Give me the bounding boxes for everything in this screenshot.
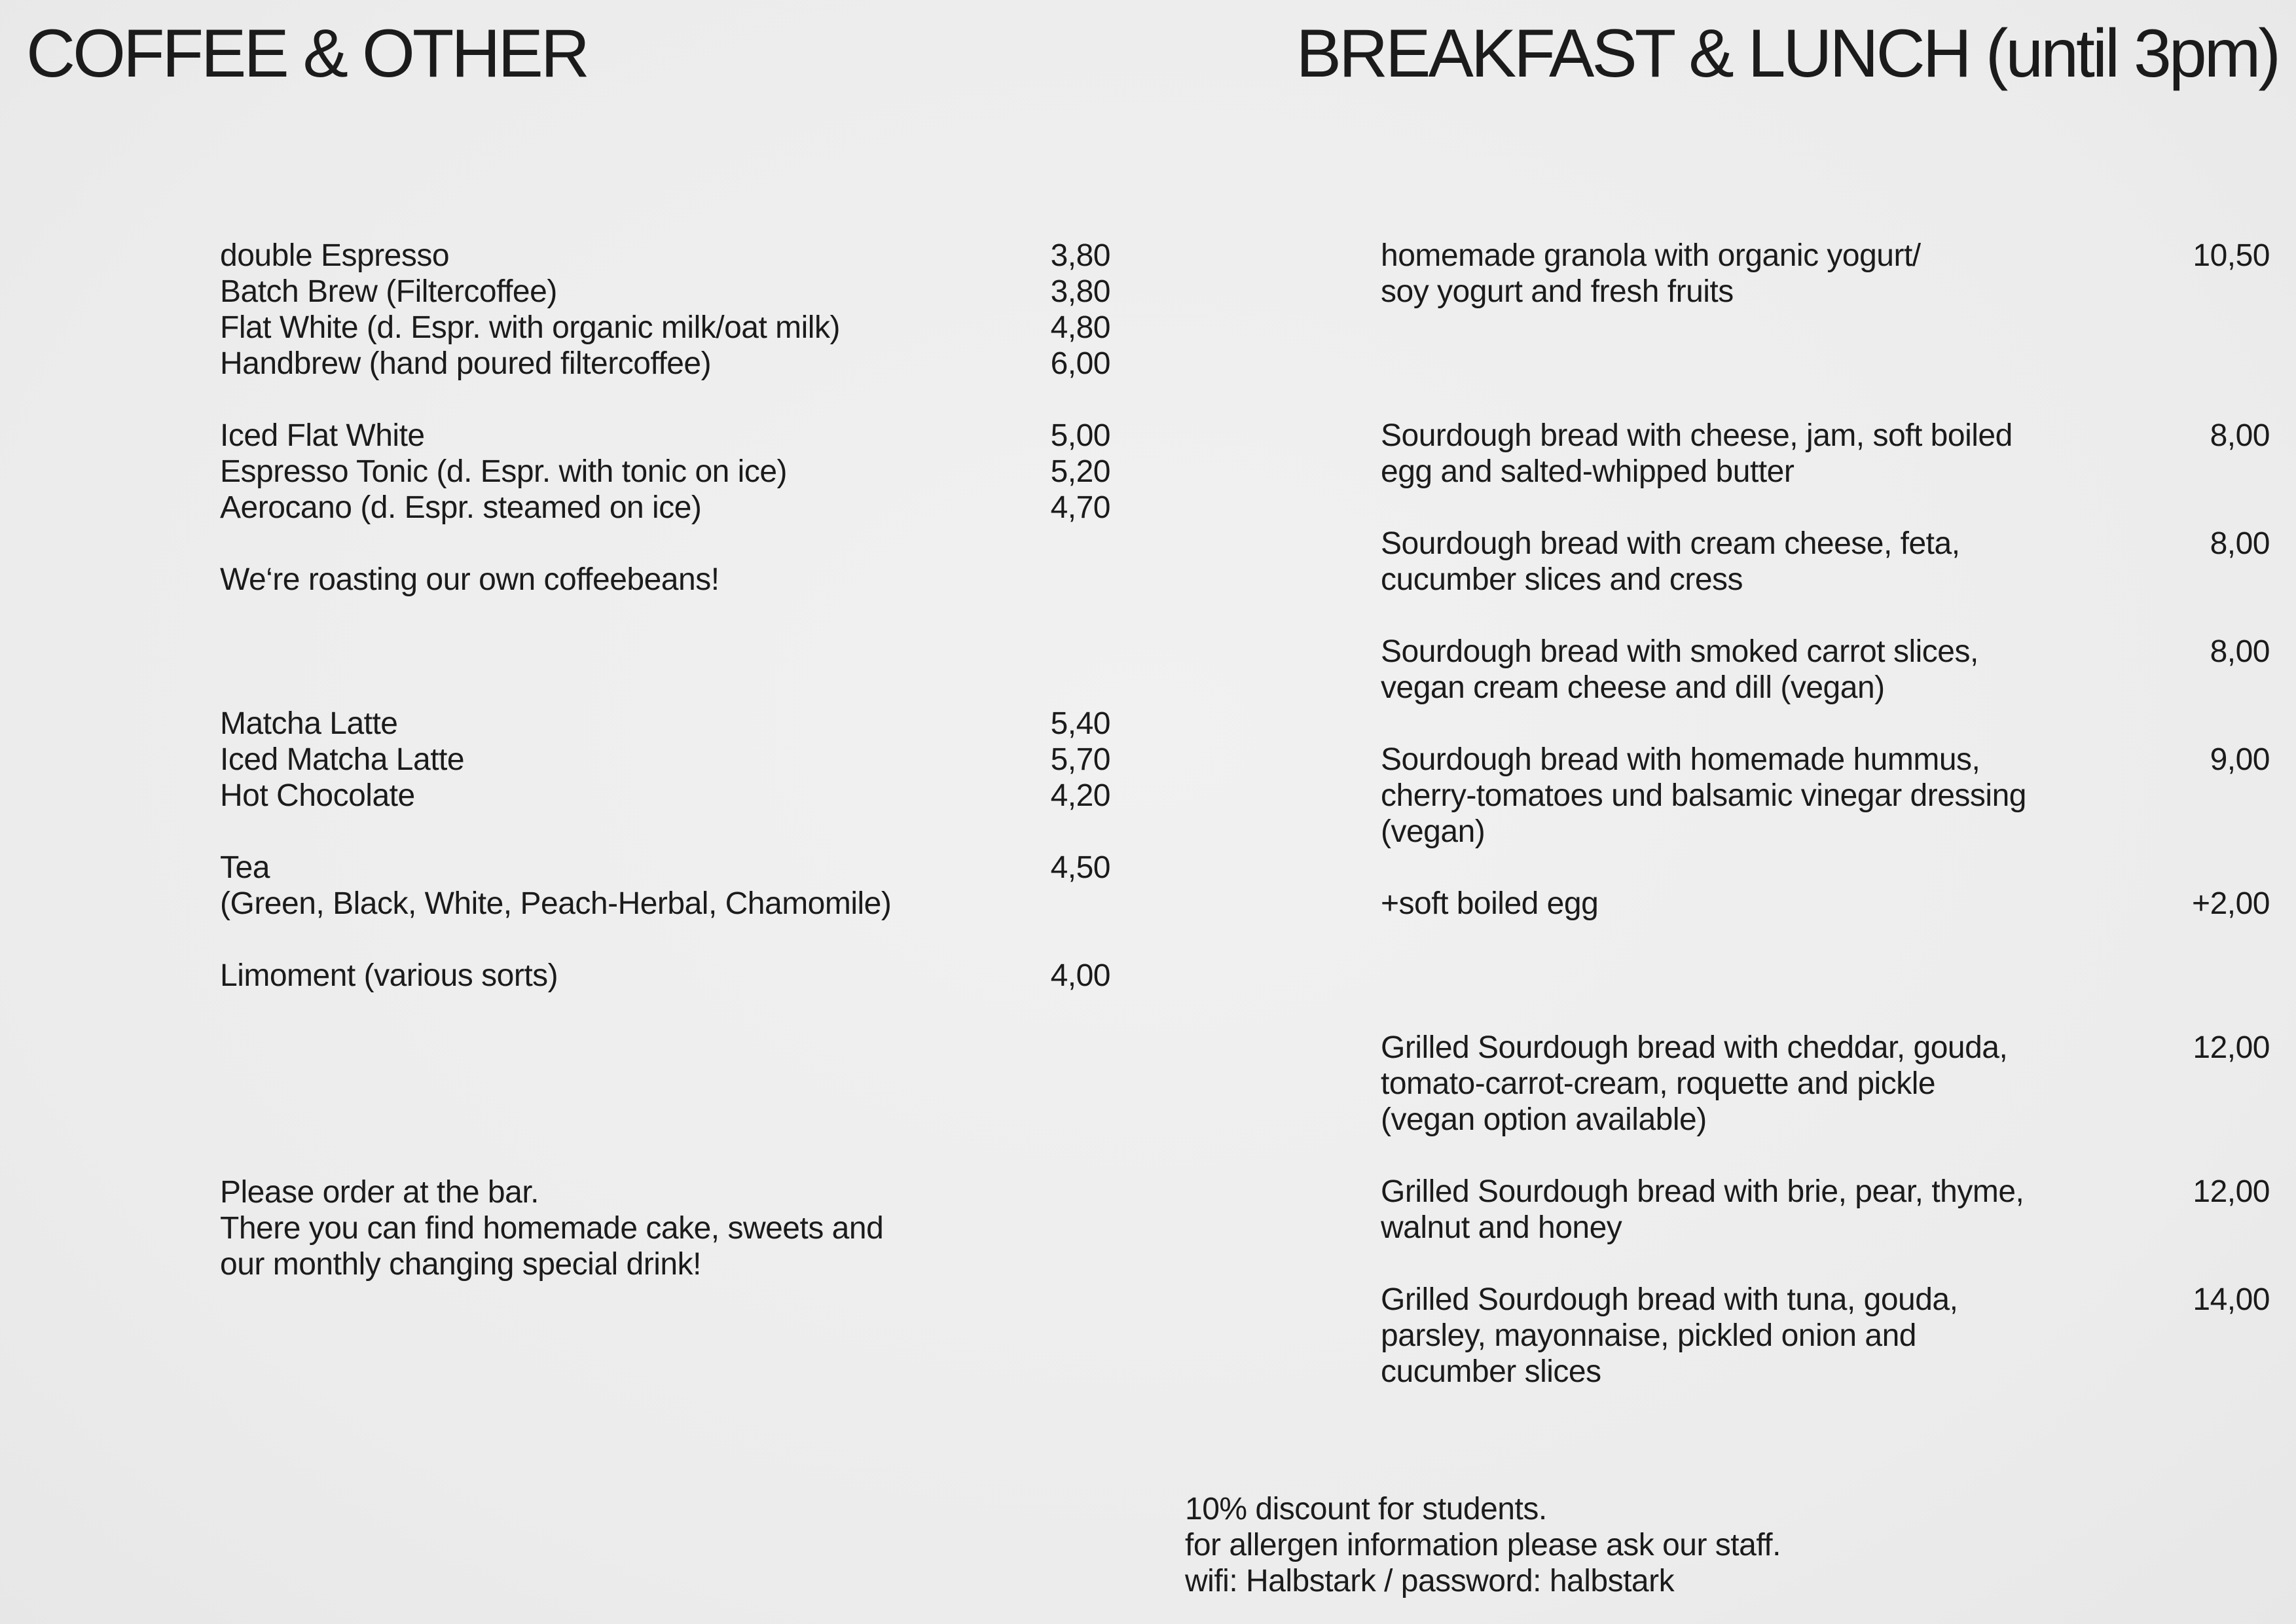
item-price: 3,80 <box>1050 274 1110 309</box>
roasting-note: We‘re roasting our own coffeebeans! <box>220 562 720 597</box>
grilled-group <box>1381 1030 2270 1390</box>
menu-item <box>220 454 1110 490</box>
food-menu-list <box>1381 238 2270 1390</box>
item-price: 6,00 <box>1050 346 1110 381</box>
item-name: Sourdough bread with homemade hummus, cherry-tomatoes und balsamic vinegar dressing (vegan) <box>1381 742 2026 849</box>
item-name: Flat White (d. Espr. with organic milk/oat milk) <box>220 310 840 345</box>
item-price: 8,00 <box>2210 634 2270 669</box>
item-name: Grilled Sourdough bread with tuna, gouda, parsley, mayonnaise, pickled onion and cucumber slices <box>1381 1282 1958 1389</box>
item-price: 4,80 <box>1050 310 1110 345</box>
allergen-line: for allergen information please ask our staff. <box>1185 1528 1781 1562</box>
coffee-section-title: COFFEE & OTHER <box>26 16 587 92</box>
item-name: Hot Chocolate <box>220 778 415 813</box>
note-line: There you can find homemade cake, sweets and <box>220 1211 884 1246</box>
item-name: homemade granola with organic yogurt/ soy yogurt and fresh fruits <box>1381 238 1921 309</box>
menu-item <box>220 310 1110 346</box>
item-price: 5,70 <box>1050 742 1110 777</box>
menu-item <box>220 742 1110 778</box>
tea-item <box>220 850 1110 922</box>
iced-group <box>220 418 1110 526</box>
item-name: Iced Flat White <box>220 418 425 453</box>
item-price: 3,80 <box>1050 238 1110 273</box>
item-price: 12,00 <box>2193 1030 2270 1065</box>
menu-item <box>220 346 1110 382</box>
note-line: Please order at the bar. <box>220 1175 539 1210</box>
menu-item <box>1381 634 2270 706</box>
item-price: 14,00 <box>2193 1282 2270 1317</box>
item-name: Handbrew (hand poured filtercoffee) <box>220 346 712 381</box>
menu-item <box>1381 742 2270 850</box>
sourdough-group <box>1381 418 2270 922</box>
menu-item <box>220 418 1110 454</box>
discount-line: 10% discount for students. <box>1185 1492 1547 1526</box>
item-price: 5,40 <box>1050 706 1110 741</box>
food-section-title: BREAKFAST & LUNCH (until 3pm) <box>1296 16 2278 92</box>
item-name: Limoment (various sorts) <box>220 958 558 993</box>
menu-item <box>1381 1282 2270 1390</box>
item-name: +soft boiled egg <box>1381 886 1599 921</box>
item-price: 8,00 <box>2210 526 2270 561</box>
wifi-line: wifi: Halbstark / password: halbstark <box>1185 1564 1675 1598</box>
item-name: Tea (Green, Black, White, Peach-Herbal, Chamomile) <box>220 850 892 921</box>
note-line: our monthly changing special drink! <box>220 1247 701 1282</box>
menu-item <box>1381 526 2270 598</box>
item-price: +2,00 <box>2192 886 2270 921</box>
limoment-item <box>220 958 1110 994</box>
item-price: 12,00 <box>2193 1174 2270 1209</box>
granola-item <box>1381 238 2270 310</box>
item-price: 4,70 <box>1050 490 1110 525</box>
other-drinks-group <box>220 706 1110 814</box>
menu-item <box>1381 886 2270 922</box>
menu-item <box>1381 1174 2270 1246</box>
item-price: 9,00 <box>2210 742 2270 777</box>
item-price: 8,00 <box>2210 418 2270 453</box>
info-note <box>1185 1491 1781 1599</box>
menu-item <box>1381 1030 2270 1138</box>
item-name: Aerocano (d. Espr. steamed on ice) <box>220 490 702 525</box>
item-price: 5,00 <box>1050 418 1110 453</box>
menu-item <box>1381 418 2270 490</box>
item-name: Sourdough bread with smoked carrot slices, vegan cream cheese and dill (vegan) <box>1381 634 1978 705</box>
item-price: 10,50 <box>2193 238 2270 273</box>
menu-item <box>220 778 1110 814</box>
item-name: Batch Brew (Filtercoffee) <box>220 274 557 309</box>
coffee-menu-list <box>220 238 1110 994</box>
item-price: 4,50 <box>1050 850 1110 885</box>
item-name: Sourdough bread with cream cheese, feta, cucumber slices and cress <box>1381 526 1960 597</box>
menu-item <box>220 274 1110 310</box>
item-name: Grilled Sourdough bread with brie, pear, thyme, walnut and honey <box>1381 1174 2024 1245</box>
item-name: Iced Matcha Latte <box>220 742 465 777</box>
menu-item <box>220 490 1110 526</box>
order-note <box>220 1174 883 1282</box>
item-price: 4,00 <box>1050 958 1110 993</box>
item-name: Grilled Sourdough bread with cheddar, gouda, tomato-carrot-cream, roquette and pickle (vegan option available) <box>1381 1030 2008 1137</box>
menu-item <box>220 238 1110 274</box>
item-name: Espresso Tonic (d. Espr. with tonic on ice) <box>220 454 788 489</box>
coffee-group <box>220 238 1110 382</box>
item-price: 5,20 <box>1050 454 1110 489</box>
menu-item <box>220 706 1110 742</box>
item-name: Sourdough bread with cheese, jam, soft boiled egg and salted-whipped butter <box>1381 418 2013 489</box>
item-name: double Espresso <box>220 238 450 273</box>
item-name: Matcha Latte <box>220 706 398 741</box>
item-price: 4,20 <box>1050 778 1110 813</box>
